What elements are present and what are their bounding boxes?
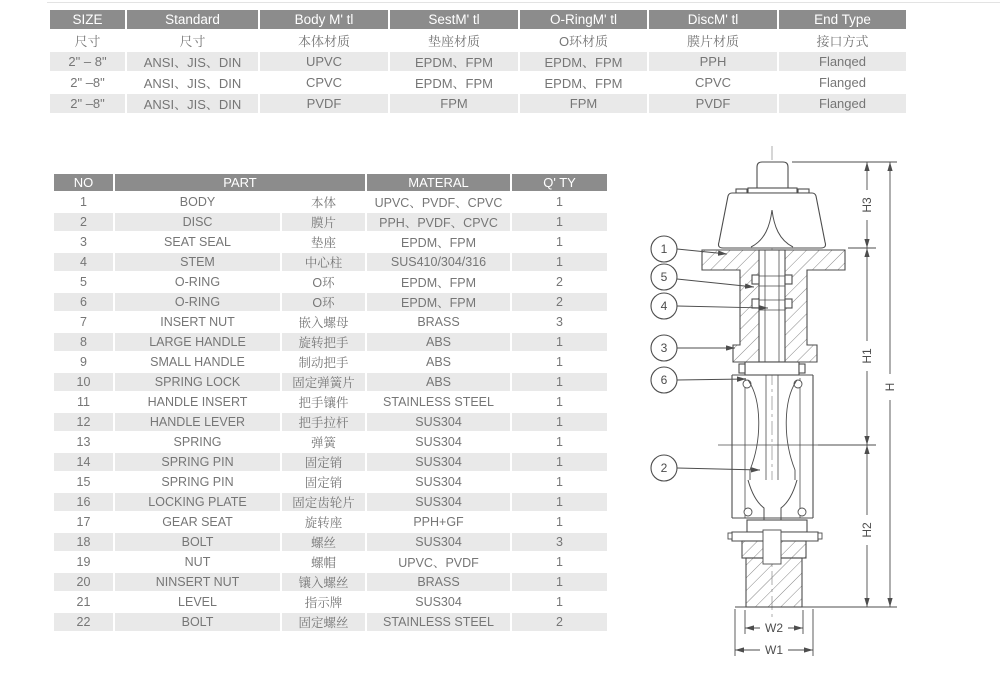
spec-cell-oring-mtl: EPDM、FPM xyxy=(519,51,648,72)
part-cell-qty: 1 xyxy=(511,392,608,412)
part-cell-material: SUS304 xyxy=(366,432,511,452)
parts-header-qty: Q' TY xyxy=(511,173,608,192)
svg-text:W2: W2 xyxy=(765,621,783,635)
part-cell-name-cn: 嵌入螺母 xyxy=(281,312,366,332)
parts-row xyxy=(53,572,608,592)
dim-h1 xyxy=(860,348,874,364)
part-cell-name-cn: 垫座 xyxy=(281,232,366,252)
svg-text:W1: W1 xyxy=(765,643,783,657)
spec-header-cell-cn: 尺寸 xyxy=(49,30,126,51)
spec-cell-body-mtl: PVDF xyxy=(259,93,389,114)
part-cell-no: 11 xyxy=(53,392,114,412)
part-cell-name-en: SPRING xyxy=(114,432,281,452)
parts-header-row xyxy=(53,173,608,192)
part-cell-material: PPH、PVDF、CPVC xyxy=(366,212,511,232)
spec-header-cell: SIZE xyxy=(49,9,126,30)
spec-header-cell-cn: 本体材质 xyxy=(259,30,389,51)
part-cell-no: 19 xyxy=(53,552,114,572)
part-cell-qty: 3 xyxy=(511,312,608,332)
part-cell-material: UPVC、PVDF xyxy=(366,552,511,572)
part-cell-no: 3 xyxy=(53,232,114,252)
dim-w2 xyxy=(765,621,783,635)
part-cell-qty: 1 xyxy=(511,372,608,392)
spec-header-cell: SestM' tl xyxy=(389,9,519,30)
part-cell-no: 4 xyxy=(53,252,114,272)
part-cell-material: PPH+GF xyxy=(366,512,511,532)
part-cell-no: 15 xyxy=(53,472,114,492)
spec-header-row-cn xyxy=(49,30,907,51)
spec-header-cell: Body M' tl xyxy=(259,9,389,30)
spec-header-cell: O-RingM' tl xyxy=(519,9,648,30)
part-cell-no: 20 xyxy=(53,572,114,592)
part-cell-name-cn: O环 xyxy=(281,292,366,312)
parts-row xyxy=(53,592,608,612)
spec-header-cell-cn: 尺寸 xyxy=(126,30,259,51)
part-cell-name-cn: 固定齿轮片 xyxy=(281,492,366,512)
spec-table-body xyxy=(49,30,907,114)
spec-cell-end-type: Flanged xyxy=(778,93,907,114)
part-cell-qty: 1 xyxy=(511,352,608,372)
spec-cell-body-mtl: CPVC xyxy=(259,72,389,93)
part-cell-material: BRASS xyxy=(366,572,511,592)
parts-row xyxy=(53,512,608,532)
part-cell-name-en: HANDLE LEVER xyxy=(114,412,281,432)
part-cell-name-cn: 螺丝 xyxy=(281,532,366,552)
part-cell-qty: 1 xyxy=(511,592,608,612)
part-cell-material: BRASS xyxy=(366,312,511,332)
part-cell-name-en: SPRING PIN xyxy=(114,452,281,472)
spec-cell-disc-mtl: PPH xyxy=(648,51,778,72)
part-cell-name-en: O-RING xyxy=(114,272,281,292)
part-cell-name-en: HANDLE INSERT xyxy=(114,392,281,412)
part-cell-no: 1 xyxy=(53,192,114,212)
part-cell-name-cn: 本体 xyxy=(281,192,366,212)
part-cell-material: ABS xyxy=(366,352,511,372)
spec-cell-size: 2" –8" xyxy=(49,72,126,93)
svg-text:3: 3 xyxy=(660,341,668,355)
svg-text:5: 5 xyxy=(660,270,668,284)
parts-row xyxy=(53,272,608,292)
part-cell-qty: 1 xyxy=(511,512,608,532)
spec-header-cell-cn: 接口方式 xyxy=(778,30,907,51)
part-cell-qty: 2 xyxy=(511,612,608,632)
spec-cell-standard: ANSI、JIS、DIN xyxy=(126,72,259,93)
parts-header-part: PART xyxy=(114,173,366,192)
parts-row xyxy=(53,232,608,252)
spec-cell-oring-mtl: EPDM、FPM xyxy=(519,72,648,93)
parts-table-header xyxy=(53,173,608,192)
part-cell-no: 22 xyxy=(53,612,114,632)
svg-text:6: 6 xyxy=(660,373,668,387)
dim-h3 xyxy=(860,197,874,213)
part-cell-material: SUS304 xyxy=(366,532,511,552)
part-cell-name-cn: 制动把手 xyxy=(281,352,366,372)
parts-row xyxy=(53,192,608,212)
spec-table-header xyxy=(49,9,907,30)
spec-header-cell: Standard xyxy=(126,9,259,30)
part-cell-name-en: SPRING PIN xyxy=(114,472,281,492)
part-cell-name-cn: 旋转座 xyxy=(281,512,366,532)
part-cell-material: EPDM、FPM xyxy=(366,232,511,252)
part-cell-qty: 1 xyxy=(511,452,608,472)
svg-text:H1: H1 xyxy=(860,348,874,364)
spec-cell-size: 2" – 8" xyxy=(49,51,126,72)
part-cell-name-cn: O环 xyxy=(281,272,366,292)
svg-text:H: H xyxy=(883,382,897,392)
parts-table xyxy=(52,172,609,633)
spec-header-cell-cn: 垫座材质 xyxy=(389,30,519,51)
parts-header-material: MATERAL xyxy=(366,173,511,192)
part-cell-qty: 1 xyxy=(511,192,608,212)
part-cell-name-cn: 指示牌 xyxy=(281,592,366,612)
valve-diagram xyxy=(620,135,1000,683)
parts-row xyxy=(53,372,608,392)
part-cell-name-en: SPRING LOCK xyxy=(114,372,281,392)
part-cell-name-en: BOLT xyxy=(114,612,281,632)
parts-row xyxy=(53,472,608,492)
part-cell-no: 10 xyxy=(53,372,114,392)
part-cell-material: SUS304 xyxy=(366,492,511,512)
part-cell-qty: 2 xyxy=(511,292,608,312)
parts-row xyxy=(53,532,608,552)
part-cell-name-en: BODY xyxy=(114,192,281,212)
svg-text:H3: H3 xyxy=(860,197,874,213)
spec-cell-disc-mtl: PVDF xyxy=(648,93,778,114)
part-cell-no: 6 xyxy=(53,292,114,312)
part-cell-qty: 1 xyxy=(511,252,608,272)
svg-text:H2: H2 xyxy=(860,522,874,538)
part-cell-name-en: DISC xyxy=(114,212,281,232)
spec-cell-body-mtl: UPVC xyxy=(259,51,389,72)
spec-cell-seat-mtl: EPDM、FPM xyxy=(389,72,519,93)
spec-row xyxy=(49,93,907,114)
part-cell-name-cn: 镶入螺丝 xyxy=(281,572,366,592)
part-cell-name-en: GEAR SEAT xyxy=(114,512,281,532)
spec-cell-standard: ANSI、JIS、DIN xyxy=(126,51,259,72)
dim-h xyxy=(883,383,897,392)
parts-row xyxy=(53,312,608,332)
part-cell-no: 9 xyxy=(53,352,114,372)
part-cell-qty: 1 xyxy=(511,492,608,512)
part-cell-material: UPVC、PVDF、CPVC xyxy=(366,192,511,212)
part-cell-no: 5 xyxy=(53,272,114,292)
part-cell-name-en: LOCKING PLATE xyxy=(114,492,281,512)
part-cell-material: STAINLESS STEEL xyxy=(366,612,511,632)
parts-row xyxy=(53,212,608,232)
parts-row xyxy=(53,492,608,512)
parts-row xyxy=(53,552,608,572)
dim-h2 xyxy=(860,522,874,538)
spec-cell-seat-mtl: FPM xyxy=(389,93,519,114)
spec-cell-end-type: Flanged xyxy=(778,72,907,93)
part-cell-no: 21 xyxy=(53,592,114,612)
part-cell-no: 18 xyxy=(53,532,114,552)
spec-header-cell-cn: O环材质 xyxy=(519,30,648,51)
parts-row xyxy=(53,452,608,472)
part-cell-name-cn: 弹簧 xyxy=(281,432,366,452)
part-cell-name-cn: 把手拉杆 xyxy=(281,412,366,432)
part-cell-name-en: O-RING xyxy=(114,292,281,312)
part-cell-material: EPDM、FPM xyxy=(366,292,511,312)
part-cell-material: SUS304 xyxy=(366,412,511,432)
part-cell-name-en: LARGE HANDLE xyxy=(114,332,281,352)
part-cell-name-en: BOLT xyxy=(114,532,281,552)
part-cell-name-cn: 把手镶件 xyxy=(281,392,366,412)
part-cell-material: SUS304 xyxy=(366,452,511,472)
part-cell-no: 16 xyxy=(53,492,114,512)
parts-row xyxy=(53,432,608,452)
part-cell-no: 17 xyxy=(53,512,114,532)
part-cell-no: 12 xyxy=(53,412,114,432)
parts-row xyxy=(53,352,608,372)
spec-cell-standard: ANSI、JIS、DIN xyxy=(126,93,259,114)
spec-cell-oring-mtl: FPM xyxy=(519,93,648,114)
callout-3 xyxy=(651,335,735,361)
parts-row xyxy=(53,612,608,632)
spec-row xyxy=(49,51,907,72)
spec-table xyxy=(48,8,908,115)
parts-row xyxy=(53,332,608,352)
part-cell-qty: 3 xyxy=(511,532,608,552)
part-cell-qty: 1 xyxy=(511,472,608,492)
part-cell-name-en: SMALL HANDLE xyxy=(114,352,281,372)
parts-table-body xyxy=(53,192,608,632)
part-cell-no: 13 xyxy=(53,432,114,452)
part-cell-qty: 1 xyxy=(511,232,608,252)
part-cell-name-en: SEAT SEAL xyxy=(114,232,281,252)
part-cell-name-cn: 旋转把手 xyxy=(281,332,366,352)
callout-2 xyxy=(651,455,760,481)
part-cell-qty: 2 xyxy=(511,272,608,292)
part-cell-no: 7 xyxy=(53,312,114,332)
part-cell-qty: 1 xyxy=(511,432,608,452)
part-cell-name-en: LEVEL xyxy=(114,592,281,612)
parts-header-no: NO xyxy=(53,173,114,192)
part-cell-name-cn: 固定销 xyxy=(281,472,366,492)
part-cell-name-cn: 螺帽 xyxy=(281,552,366,572)
part-cell-qty: 1 xyxy=(511,552,608,572)
dim-w1 xyxy=(765,643,783,657)
part-cell-qty: 1 xyxy=(511,212,608,232)
spec-header-row-en xyxy=(49,9,907,30)
spec-cell-end-type: Flanqed xyxy=(778,51,907,72)
part-cell-qty: 1 xyxy=(511,332,608,352)
valve-body-drawing xyxy=(702,162,845,607)
part-cell-name-cn: 膜片 xyxy=(281,212,366,232)
part-cell-material: SUS304 xyxy=(366,592,511,612)
part-cell-material: EPDM、FPM xyxy=(366,272,511,292)
part-cell-name-en: NUT xyxy=(114,552,281,572)
part-cell-name-cn: 固定螺丝 xyxy=(281,612,366,632)
svg-text:1: 1 xyxy=(660,242,668,256)
part-cell-name-en: NINSERT NUT xyxy=(114,572,281,592)
part-cell-name-cn: 固定销 xyxy=(281,452,366,472)
spec-cell-seat-mtl: EPDM、FPM xyxy=(389,51,519,72)
part-cell-material: SUS304 xyxy=(366,472,511,492)
spec-cell-disc-mtl: CPVC xyxy=(648,72,778,93)
parts-row xyxy=(53,292,608,312)
part-cell-material: ABS xyxy=(366,332,511,352)
parts-row xyxy=(53,392,608,412)
part-cell-name-cn: 中心柱 xyxy=(281,252,366,272)
spec-cell-size: 2" –8" xyxy=(49,93,126,114)
spec-header-cell-cn: 膜片材质 xyxy=(648,30,778,51)
svg-text:2: 2 xyxy=(660,461,668,475)
part-cell-no: 14 xyxy=(53,452,114,472)
part-cell-qty: 1 xyxy=(511,412,608,432)
spec-header-cell: End Type xyxy=(778,9,907,30)
part-cell-name-en: STEM xyxy=(114,252,281,272)
part-cell-material: ABS xyxy=(366,372,511,392)
parts-row xyxy=(53,252,608,272)
part-cell-qty: 1 xyxy=(511,572,608,592)
page-top-rule xyxy=(47,2,1000,3)
spec-header-cell: DiscM' tl xyxy=(648,9,778,30)
part-cell-name-cn: 固定弹簧片 xyxy=(281,372,366,392)
part-cell-no: 8 xyxy=(53,332,114,352)
svg-text:4: 4 xyxy=(660,299,668,313)
part-cell-material: STAINLESS STEEL xyxy=(366,392,511,412)
spec-row xyxy=(49,72,907,93)
parts-row xyxy=(53,412,608,432)
part-cell-name-en: INSERT NUT xyxy=(114,312,281,332)
part-cell-no: 2 xyxy=(53,212,114,232)
part-cell-material: SUS410/304/316 xyxy=(366,252,511,272)
